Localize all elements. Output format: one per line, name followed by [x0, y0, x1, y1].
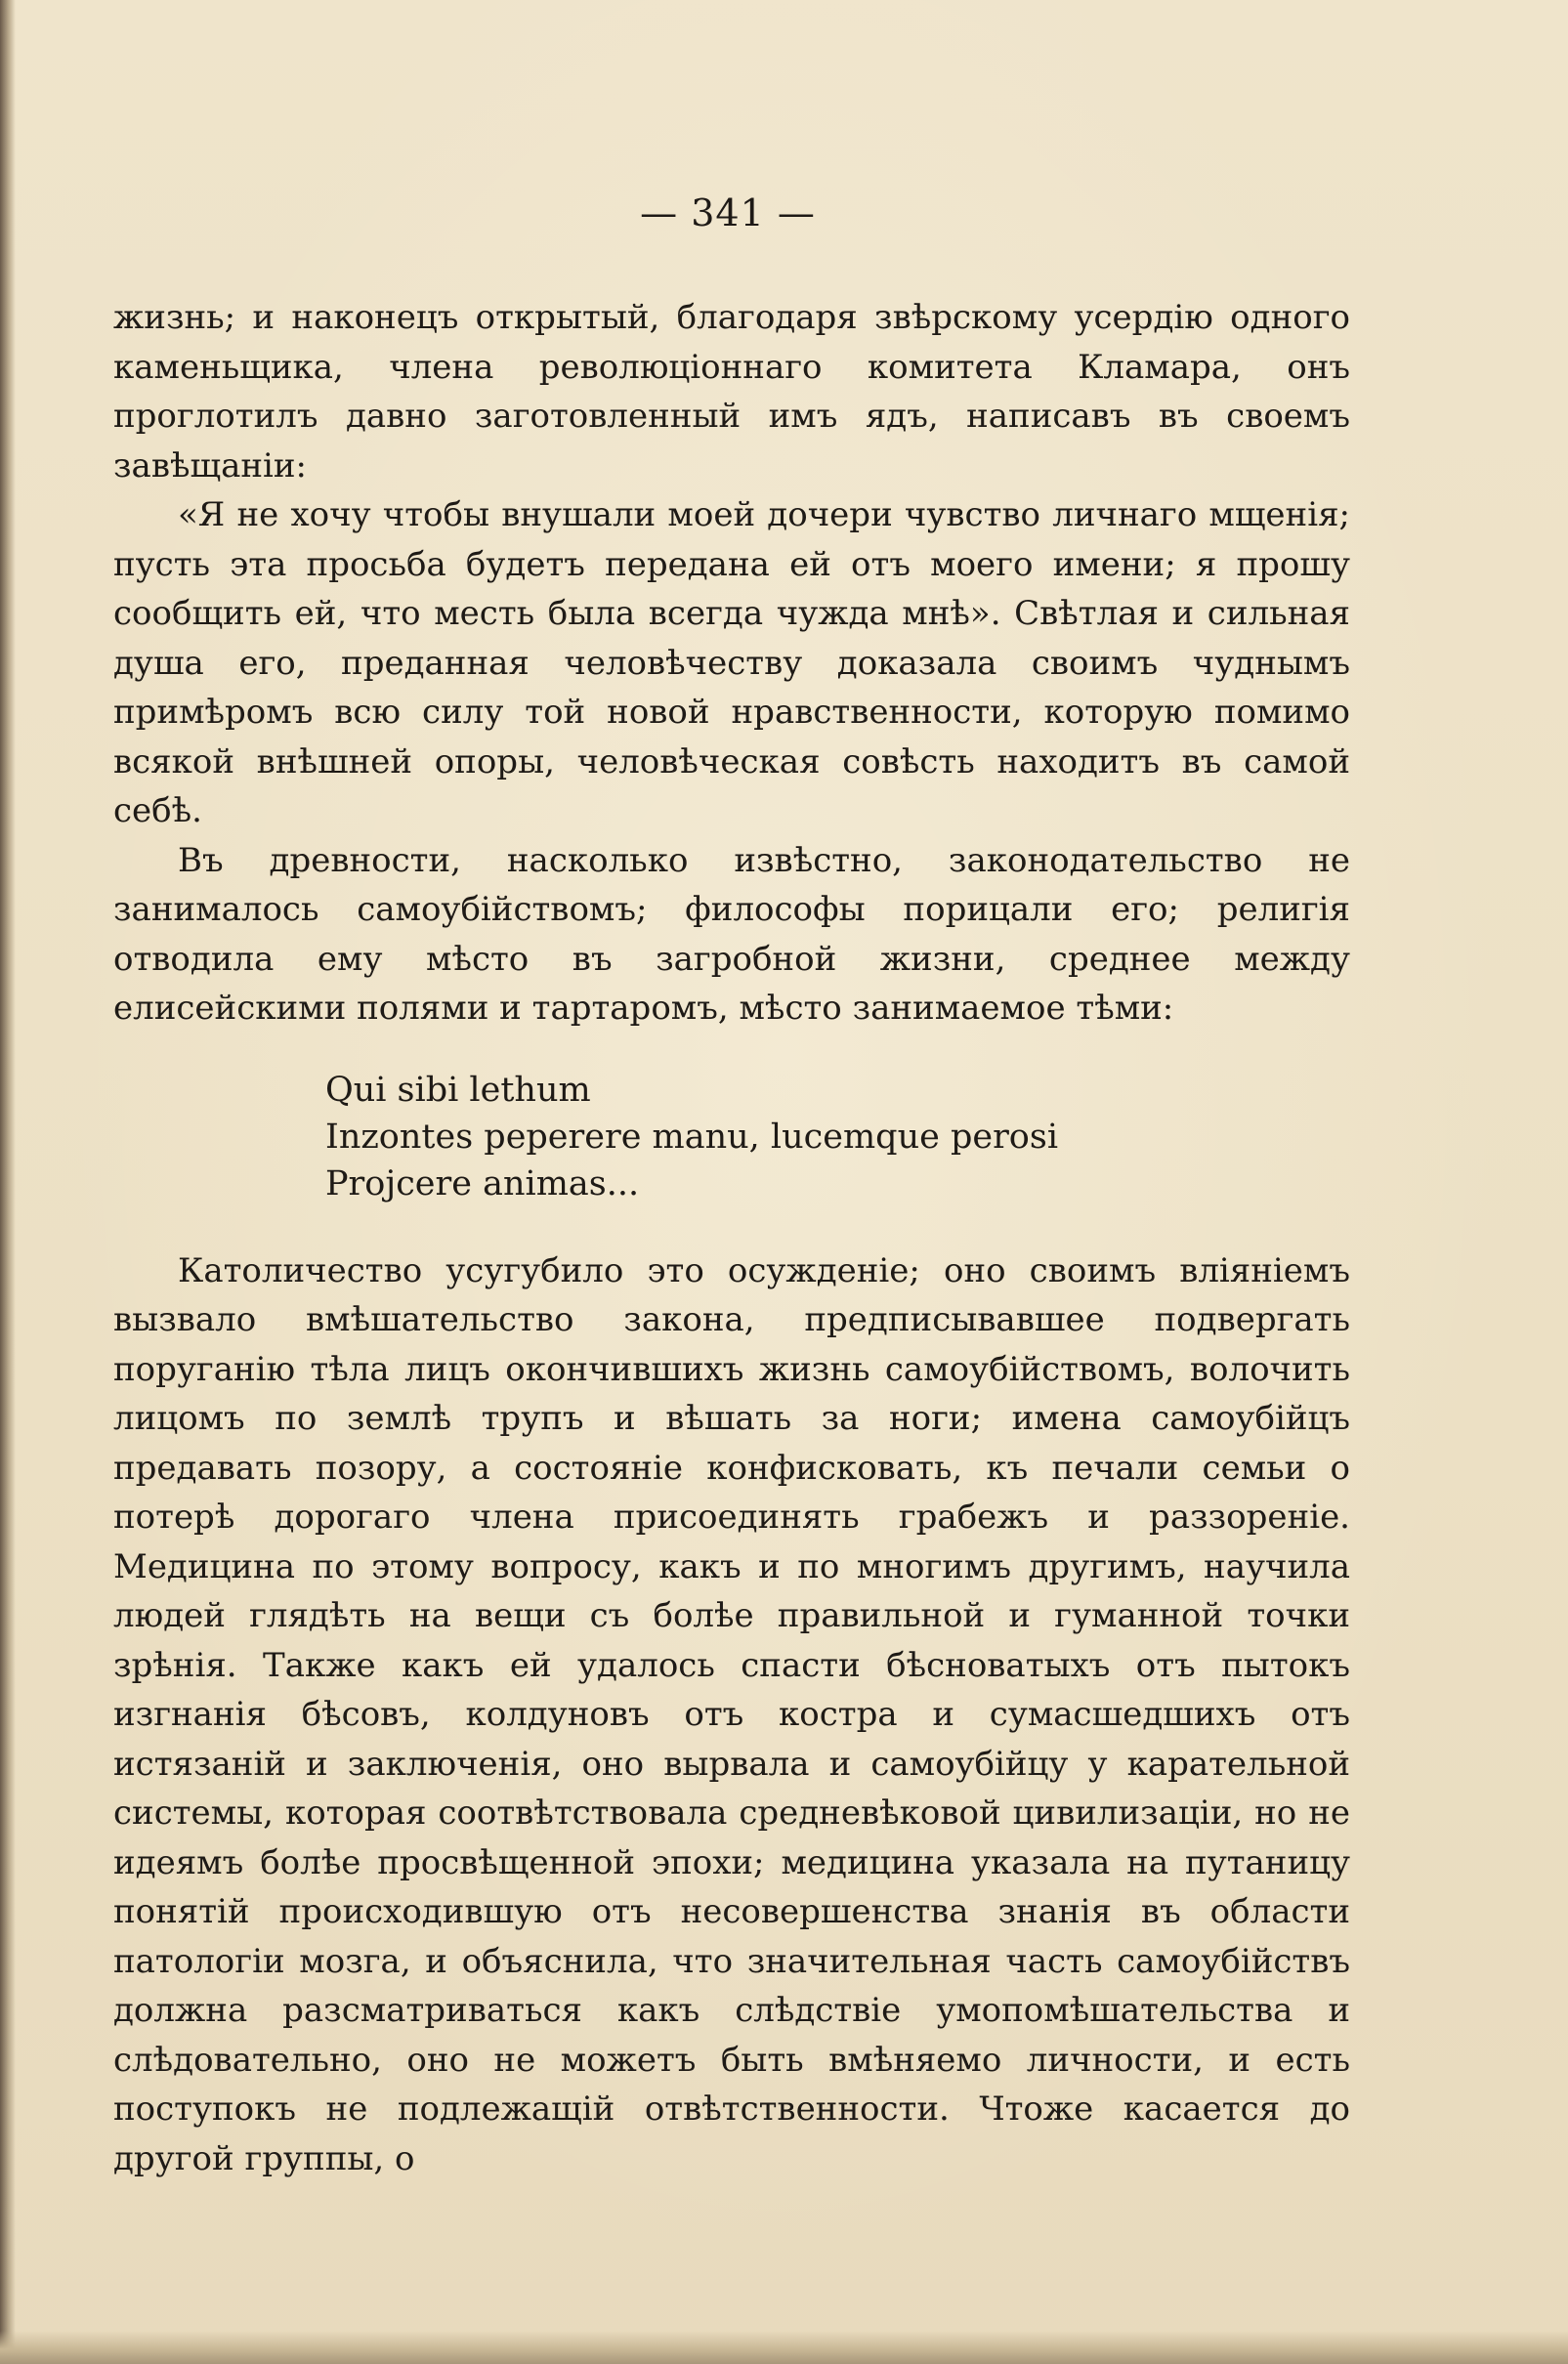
paragraph-1: жизнь; и наконецъ открытый, благодаря звѣрскому усердію одного каменьщика, члена революціоннаго комитета Кламара, онъ проглотилъ давно заготовленный имъ ядъ, написавъ въ своемъ завѣщаніи:: [113, 298, 1350, 485]
latin-quotation: [325, 1067, 1350, 1207]
paragraph-4: Католичество усугубило это осужденіе; оно своимъ вліяніемъ вызвало вмѣшательство закона, предписывавшее подвергать поруганію тѣла лицъ окончившихъ жизнь самоубійствомъ, волочить лицомъ по землѣ трупъ и вѣшать за ноги; имена самоубійцъ предавать позору, а состояніе конфисковать, къ печали семьи о потерѣ дорогаго члена присоединять грабежъ и раззореніе. Медицина по этому вопросу, какъ и по многимъ другимъ, научила людей глядѣть на вещи съ болѣе правильной и гуманной точки зрѣнія. Также какъ ей удалось спасти бѣсноватыхъ отъ пытокъ изгнанія бѣсовъ, колдуновъ отъ костра и сумасшедшихъ отъ истязаній и заключенія, оно вырвала и самоубійцу у карательной системы, которая соотвѣтствовала средневѣковой цивилизаціи, но не идеямъ болѣе просвѣщенной эпохи; медицина указала на путаницу понятій происходившую отъ несовершенства знанія въ области патологіи мозга, и объяснила, что значительная часть самоубійствъ должна разсматриваться какъ слѣдствіе умопомѣшательства и слѣдовательно, оно не можетъ быть вмѣняемо личности, и есть поступокъ не подлежащій отвѣтственности. Чтоже касается до другой группы, о: [113, 1250, 1350, 2178]
page-bottom-edge: [0, 2331, 1568, 2364]
quote-line-2: Inzontes pepererе manu, lucemque perosi: [325, 1117, 1059, 1157]
body-text: [113, 293, 1350, 2183]
quote-line-1: Qui sibi lethum: [325, 1070, 591, 1110]
page-binding-shadow: [0, 0, 16, 2364]
quote-line-3: Projcere animas...: [325, 1163, 640, 1203]
page-number: — 341 —: [640, 191, 816, 234]
paragraph-3: Въ древности, насколько извѣстно, законодательство не занималось самоубійствомъ; философы порицали его; религія отводила ему мѣсто въ загробной жизни, среднее между елисейскими полями и тартаромъ, мѣсто занимаемое тѣми:: [113, 840, 1350, 1028]
paragraph-2: «Я не хочу чтобы внушали моей дочери чувство личнаго мщенія; пусть эта просьба будетъ передана ей отъ моего имени; я прошу сообщить ей, что месть была всегда чужда мнѣ». Свѣтлая и сильная душа его, преданная человѣчеству доказала своимъ чуднымъ примѣромъ всю силу той новой нравственности, которую помимо всякой внѣшней опоры, человѣческая совѣсть находитъ въ самой себѣ.: [113, 495, 1350, 830]
